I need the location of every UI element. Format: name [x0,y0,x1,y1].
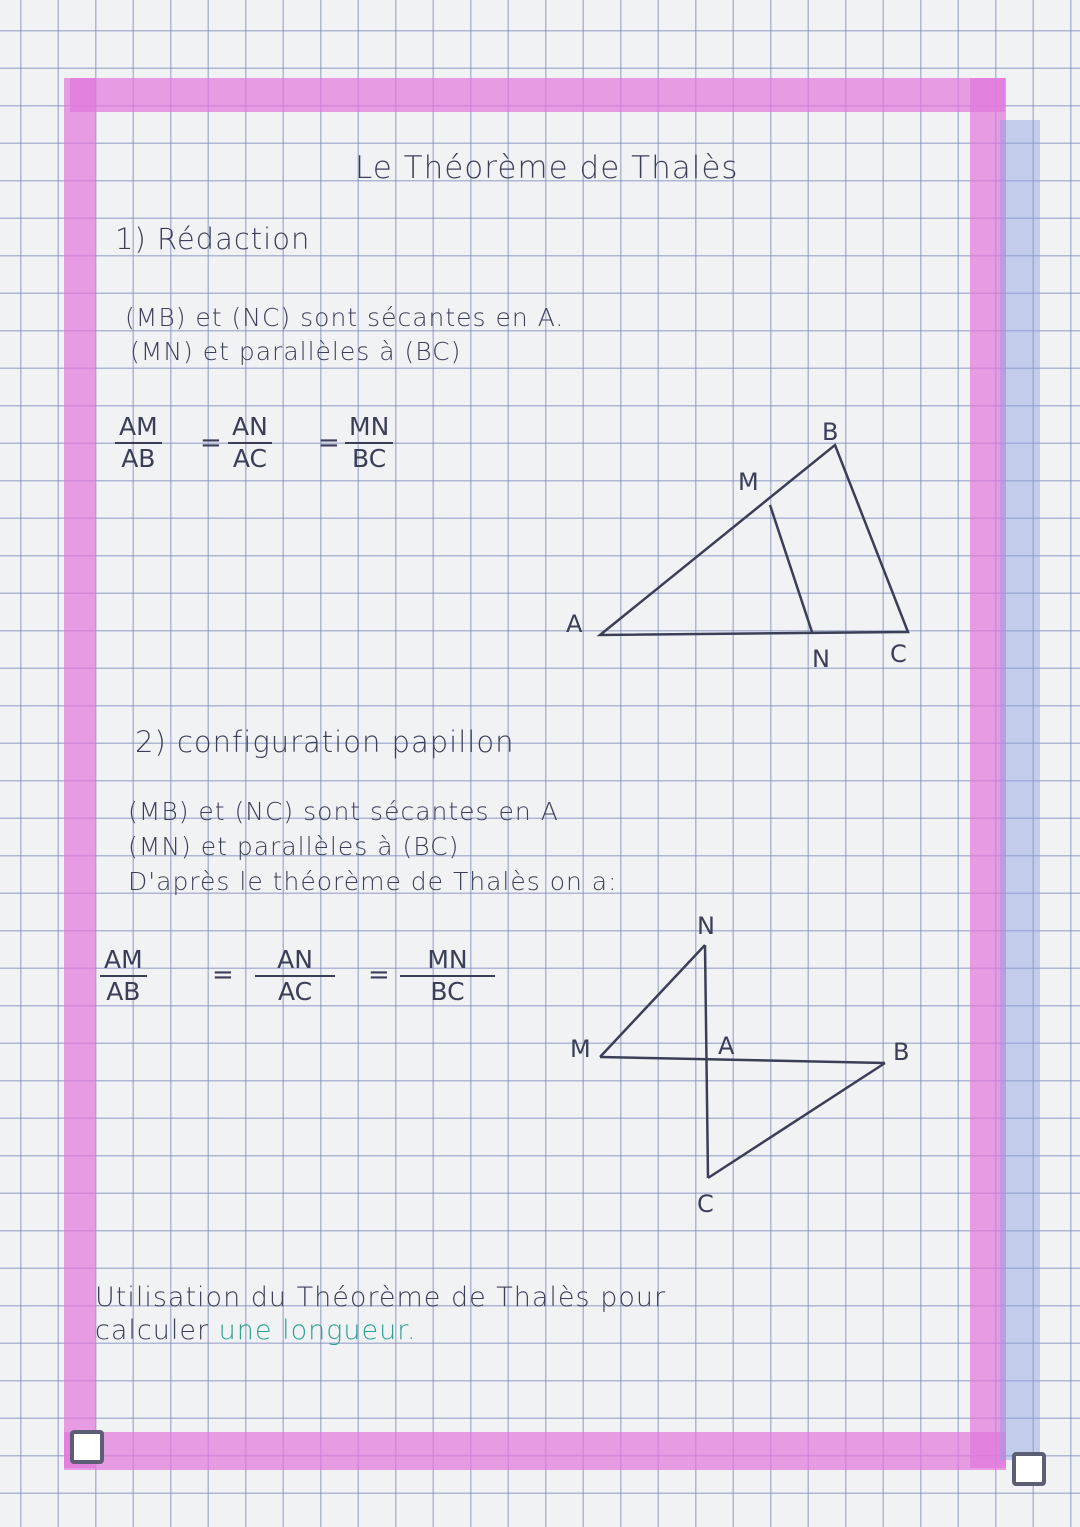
numerator: MN [345,412,393,444]
equals-sign: = [368,960,390,990]
footer-calculer: calculer [95,1315,210,1346]
label-b: B [822,418,839,446]
label-b-2: B [893,1038,910,1066]
fraction-mn-bc-2 [400,945,495,1007]
label-m-2: M [570,1035,591,1063]
numerator: AM [115,412,162,444]
equals-sign: = [200,428,222,458]
numerator: AN [228,412,272,444]
numerator: AM [100,945,147,977]
section1-heading: 1) Rédaction [115,222,311,256]
label-n-2: N [697,912,715,940]
section1-line2: (MN) et parallèles à (BC) [130,337,462,366]
app-logo-icon-right [1012,1452,1046,1486]
label-a: A [566,610,583,638]
label-a-2: A [718,1032,735,1060]
fraction-am-ab-2 [100,945,147,1007]
segment-cb [708,1063,885,1178]
fraction-an-ac-2 [255,945,335,1007]
label-c: C [890,640,907,668]
app-logo-icon-left [70,1430,104,1464]
denominator: AB [121,444,156,473]
equals-sign: = [212,960,234,990]
denominator: BC [430,977,465,1006]
numerator: MN [400,945,495,977]
label-m: M [738,468,759,496]
page-title: Le Théorème de Thalès [355,150,739,186]
segment-mn [770,505,812,632]
label-n: N [812,645,830,673]
section2-heading: 2) configuration papillon [135,725,515,759]
segment-nc [705,945,708,1178]
segment-mn-butterfly [600,945,705,1057]
section2-line1: (MB) et (NC) sont sécantes en A [128,797,559,826]
footer-line2 [95,1315,416,1346]
section2-line3: D'après le théorème de Thalès on a: [128,867,618,896]
footer-line1: Utilisation du Théorème de Thalès pour [95,1282,667,1313]
segment-mb [600,1057,885,1063]
denominator: AC [232,444,267,473]
denominator: BC [352,444,387,473]
denominator: AB [106,977,141,1006]
numerator: AN [255,945,335,977]
label-c-2: C [697,1190,714,1218]
footer-highlight-text: une longueur. [218,1315,417,1346]
section2-line2: (MN) et parallèles à (BC) [128,832,460,861]
equals-sign: = [318,428,340,458]
section1-line1: (MB) et (NC) sont sécantes en A. [125,303,565,332]
denominator: AC [277,977,313,1006]
